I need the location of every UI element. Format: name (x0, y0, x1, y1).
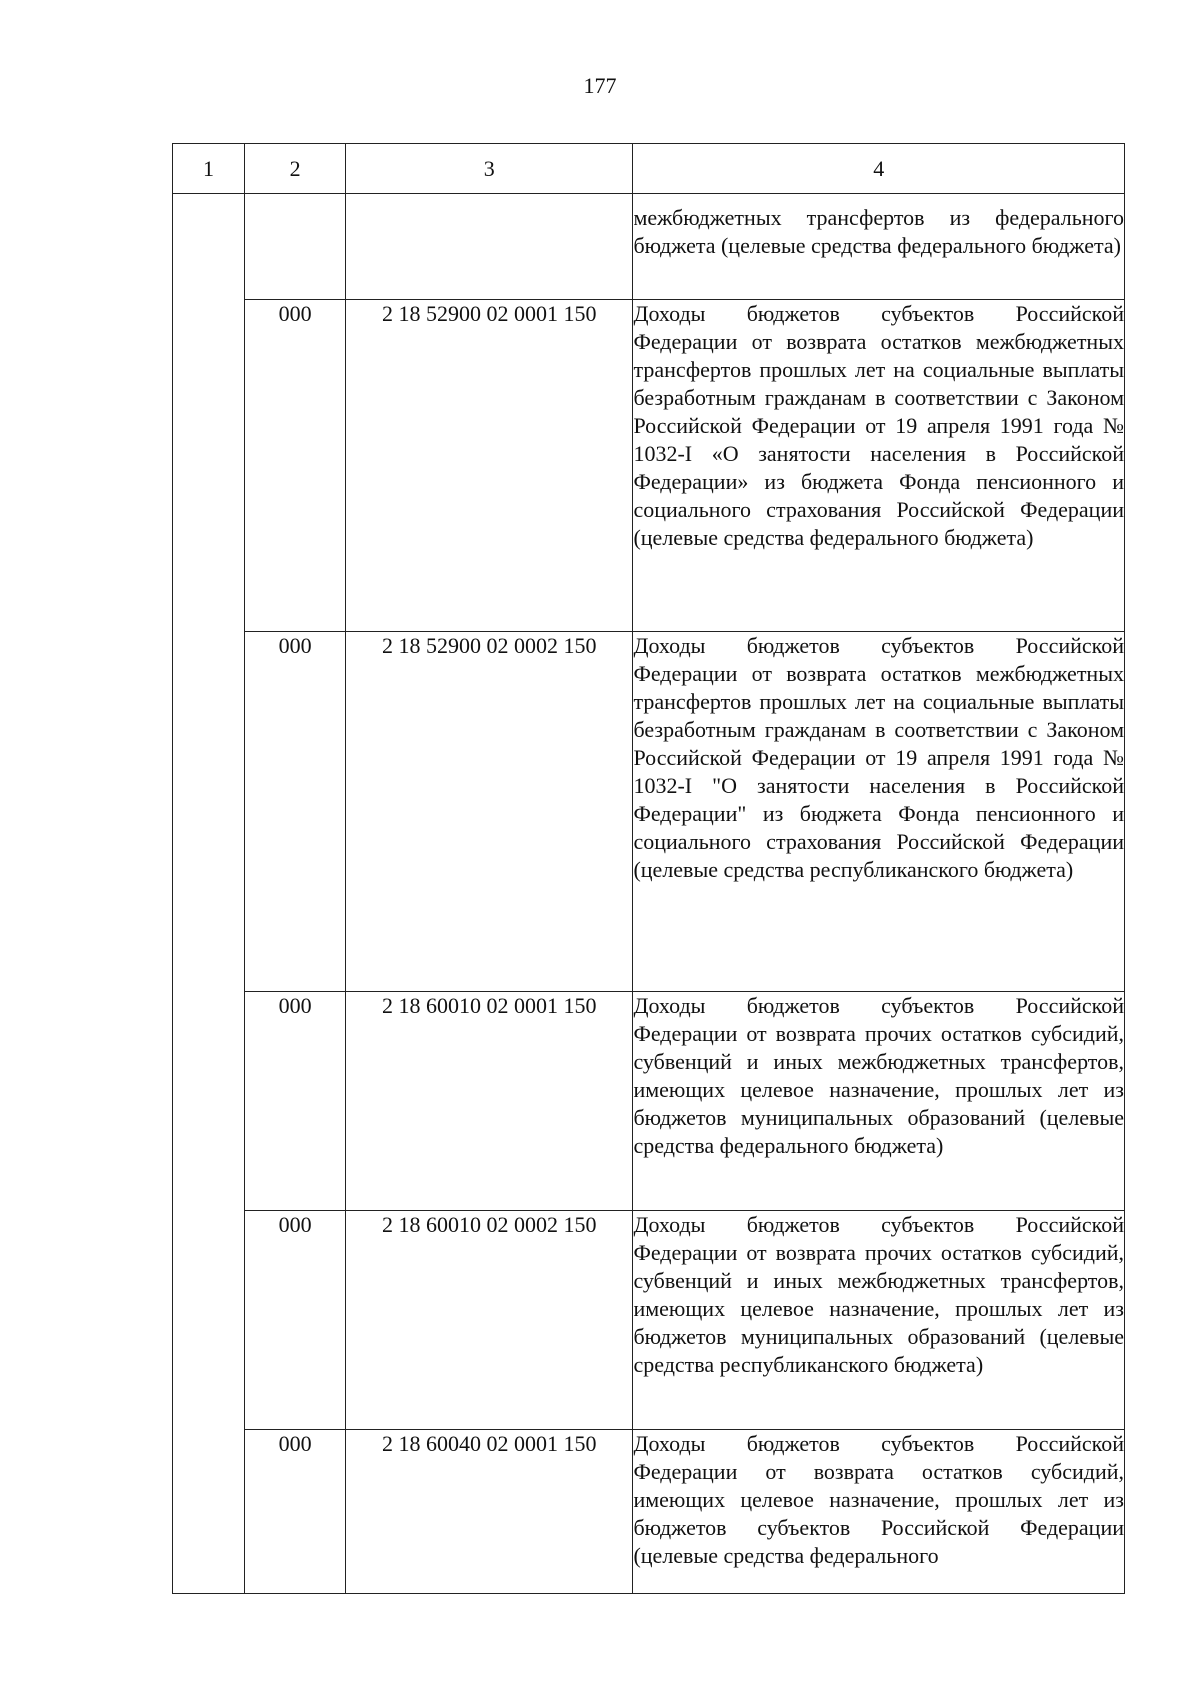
header-col-1: 1 (173, 144, 245, 194)
description-cell (633, 992, 1125, 1211)
description-cell (633, 1211, 1125, 1430)
income-code-cell: 2 18 60010 02 0002 150 (346, 1211, 633, 1430)
table-row (173, 992, 1125, 1211)
admin-code-cell: 000 (245, 632, 346, 992)
page-number: 177 (583, 73, 617, 98)
table-row (173, 1430, 1125, 1594)
table-row (173, 194, 1125, 300)
income-code-cell: 2 18 52900 02 0001 150 (346, 300, 633, 632)
income-code-cell: 2 18 60040 02 0001 150 (346, 1430, 633, 1594)
income-code-cell (346, 194, 633, 300)
description-cell (633, 1430, 1125, 1594)
table-row (173, 632, 1125, 992)
income-code-cell: 2 18 60010 02 0001 150 (346, 992, 633, 1211)
header-col-4: 4 (633, 144, 1125, 194)
column-1-cell (173, 194, 245, 1594)
description-cell (633, 300, 1125, 632)
description-text: Доходы бюджетов субъектов Российской Федерации от возврата прочих остатков субсидий, субвенций и иных межбюджетных трансфертов, имеющих целевое назначение, прошлых лет из бюджетов муниципальных образований (целевые средства республиканского бюджета) (633, 1212, 1124, 1377)
description-cell (633, 632, 1125, 992)
header-col-2: 2 (245, 144, 346, 194)
table-header (173, 144, 1125, 194)
description-cell (633, 194, 1125, 300)
table-body (173, 194, 1125, 1594)
description-text: межбюджетных трансфертов из федерального бюджета (целевые средства федерального бюджета) (633, 205, 1124, 258)
description-text: Доходы бюджетов субъектов Российской Федерации от возврата остатков субсидий, имеющих целевое назначение, прошлых лет из бюджетов субъектов Российской Федерации (целевые средства федерального (633, 1431, 1124, 1568)
description-text: Доходы бюджетов субъектов Российской Федерации от возврата остатков межбюджетных трансфертов прошлых лет на социальные выплаты безработным гражданам в соответствии с Законом Российской Федерации от 19 апреля 1991 года № 1032-I «О занятости населения в Российской Федерации» из бюджета Фонда пенсионного и социального страхования Российской Федерации (целевые средства федерального бюджета) (633, 301, 1124, 550)
income-code-cell: 2 18 52900 02 0002 150 (346, 632, 633, 992)
admin-code-cell: 000 (245, 1211, 346, 1430)
admin-code-cell: 000 (245, 1430, 346, 1594)
budget-codes-table (172, 143, 1125, 1594)
header-col-3: 3 (346, 144, 633, 194)
admin-code-cell: 000 (245, 300, 346, 632)
header-row (173, 144, 1125, 194)
table-row (173, 1211, 1125, 1430)
admin-code-cell: 000 (245, 992, 346, 1211)
admin-code-cell (245, 194, 346, 300)
table-row (173, 300, 1125, 632)
description-text: Доходы бюджетов субъектов Российской Федерации от возврата остатков межбюджетных трансфертов прошлых лет на социальные выплаты безработным гражданам в соответствии с Законом Российской Федерации от 19 апреля 1991 года № 1032-I "О занятости населения в Российской Федерации" из бюджета Фонда пенсионного и социального страхования Российской Федерации (целевые средства республиканского бюджета) (633, 633, 1124, 882)
description-text: Доходы бюджетов субъектов Российской Федерации от возврата прочих остатков субсидий, субвенций и иных межбюджетных трансфертов, имеющих целевое назначение, прошлых лет из бюджетов муниципальных образований (целевые средства федерального бюджета) (633, 993, 1124, 1158)
